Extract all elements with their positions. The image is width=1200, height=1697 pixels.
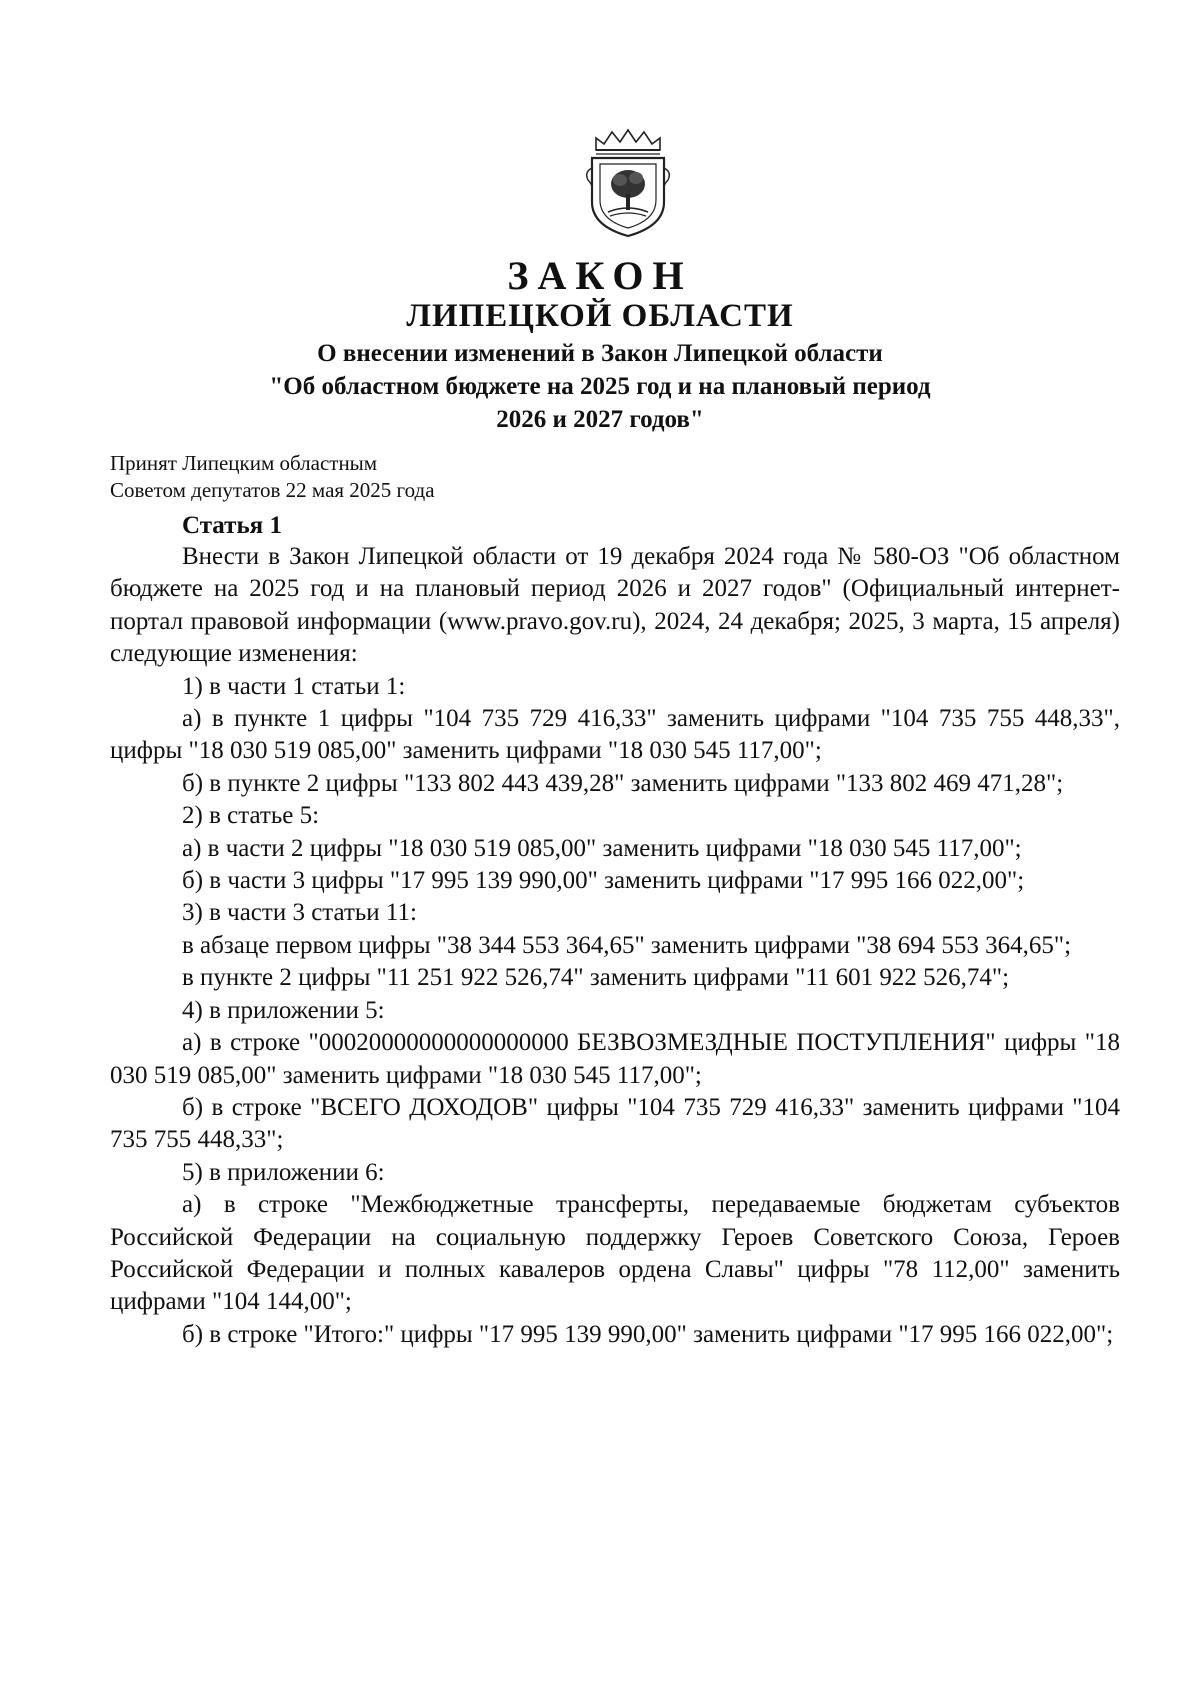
article-paragraph: в пункте 2 цифры "11 251 922 526,74" заменить цифрами "11 601 922 526,74"; [182,964,1010,992]
article-paragraph: а) в строке "00020000000000000000 БЕЗВОЗМЕЗДНЫЕ ПОСТУПЛЕНИЯ" цифры "18 030 519 085,00" заменить цифрами "18 030 545 117,00"; [110,1029,1120,1089]
law-subtitle [0,337,1200,436]
article-paragraph: 5) в приложении 6: [182,1158,385,1186]
coat-of-arms-icon [582,128,674,240]
article-paragraph: Внести в Закон Липецкой области от 19 декабря 2024 года № 580-ОЗ "Об областном бюджете на 2025 год и на плановый период 2026 и 2027 годов" (Официальный интернет-портал правовой информации (www.pravo.gov.ru), 2024, 24 декабря; 2025, 3 марта, 15 апреля) следующие изменения: [110,543,1120,668]
article-paragraph: б) в строке "ВСЕГО ДОХОДОВ" цифры "104 735 729 416,33" заменить цифрами "104 735 755 448,33"; [110,1093,1120,1154]
adoption-note [110,450,435,504]
article-paragraph: 4) в приложении 5: [182,996,385,1024]
article-paragraph: а) в пункте 1 цифры "104 735 729 416,33" заменить цифрами "104 735 755 448,33", цифры "18 030 519 085,00" заменить цифрами "18 030 545 117,00"; [110,705,1120,765]
article-paragraph: а) в строке "Межбюджетные трансферты, передаваемые бюджетам субъектов Российской Федерации на социальную поддержку Героев Советского Союза, Героев Российской Федерации и полных кавалеров ордена Славы" цифры "78 112,00" заменить цифрами "104 144,00"; [110,1191,1120,1316]
article-paragraph: б) в части 3 цифры "17 995 139 990,00" заменить цифрами "17 995 166 022,00"; [182,867,1025,895]
region-title: ЛИПЕЦКОЙ ОБЛАСТИ [406,298,794,334]
subtitle-line: "Об областном бюджете на 2025 год и на плановый период [269,373,931,400]
adoption-line: Советом депутатов 22 мая 2025 года [110,478,435,502]
subtitle-line: О внесении изменений в Закон Липецкой области [317,340,883,367]
article-paragraph: 3) в части 3 статьи 11: [182,899,417,927]
article-paragraph: а) в части 2 цифры "18 030 519 085,00" заменить цифрами "18 030 545 117,00"; [182,834,1022,862]
article-paragraph: б) в пункте 2 цифры "133 802 443 439,28" заменить цифрами "133 802 469 471,28"; [182,769,1064,797]
article-paragraph: 2) в статье 5: [182,802,320,830]
article-paragraph: в абзаце первом цифры "38 344 553 364,65" заменить цифрами "38 694 553 364,65"; [182,931,1072,959]
article-paragraph: 1) в части 1 статьи 1: [182,672,406,700]
article-body [110,541,1120,1351]
article-heading: Статья 1 [182,512,282,539]
article-paragraph: б) в строке "Итого:" цифры "17 995 139 990,00" заменить цифрами "17 995 166 022,00"; [182,1320,1114,1348]
subtitle-line: 2026 и 2027 годов" [496,406,704,433]
document-type-title: ЗАКОН [507,253,693,298]
adoption-line: Принят Липецким областным [110,451,378,475]
